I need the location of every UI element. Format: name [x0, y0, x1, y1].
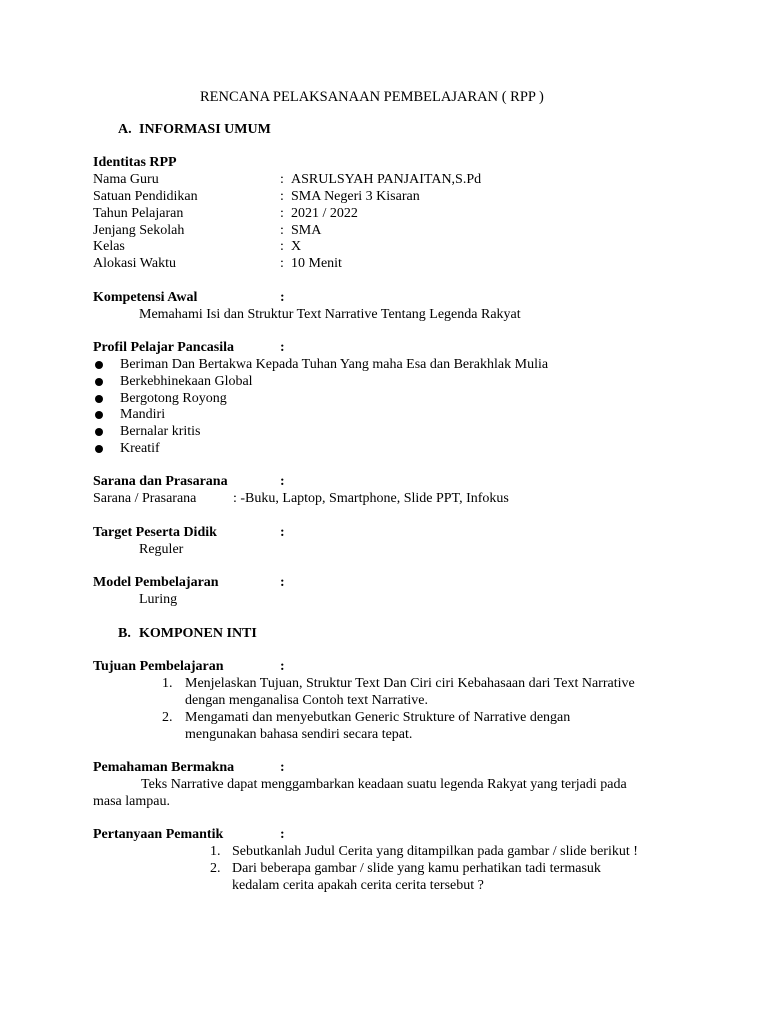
list-item-text: Bergotong Royong	[120, 391, 227, 406]
bullet-icon	[95, 378, 103, 386]
list-item-number: 1.	[210, 844, 221, 859]
list-item-text: Kreatif	[120, 441, 160, 456]
identitas-colon: :	[280, 223, 284, 238]
tujuan-heading: Tujuan Pembelajaran	[93, 659, 224, 674]
list-item-text: Dari beberapa gambar / slide yang kamu perhatikan tadi termasuk	[232, 861, 601, 876]
identitas-label: Tahun Pelajaran	[93, 206, 184, 221]
list-item-text: Berkebhinekaan Global	[120, 374, 253, 389]
sarana-heading: Sarana dan Prasarana	[93, 474, 228, 489]
kompetensi-heading: Kompetensi Awal	[93, 290, 198, 305]
identitas-value: 2021 / 2022	[291, 206, 358, 221]
profil-heading: Profil Pelajar Pancasila	[93, 340, 235, 355]
tujuan-colon: :	[280, 659, 285, 674]
identitas-label: Satuan Pendidikan	[93, 189, 198, 204]
list-item-number: 2.	[162, 710, 173, 725]
list-item-text: Bernalar kritis	[120, 424, 201, 439]
identitas-label: Alokasi Waktu	[93, 256, 176, 271]
target-text: Reguler	[139, 542, 184, 557]
list-item-text: Mandiri	[120, 407, 166, 422]
section-a-letter: A.	[118, 122, 132, 137]
list-item-text: Beriman Dan Bertakwa Kepada Tuhan Yang maha Esa dan Berakhlak Mulia	[120, 357, 549, 372]
sarana-label: Sarana / Prasarana	[93, 491, 197, 506]
target-heading: Target Peserta Didik	[93, 525, 217, 540]
identitas-colon: :	[280, 239, 284, 254]
list-item-text: Menjelaskan Tujuan, Struktur Text Dan Ciri ciri Kebahasaan dari Text Narrative	[185, 676, 635, 691]
profil-colon: :	[280, 340, 285, 355]
bullet-icon	[95, 395, 103, 403]
identitas-value: 10 Menit	[291, 256, 342, 271]
list-item-number: 1.	[162, 676, 173, 691]
bullet-icon	[95, 428, 103, 436]
identitas-colon: :	[280, 172, 284, 187]
bullet-icon	[95, 445, 103, 453]
kompetensi-colon: :	[280, 290, 285, 305]
identitas-colon: :	[280, 206, 284, 221]
sarana-colon: :	[280, 474, 285, 489]
identitas-label: Jenjang Sekolah	[93, 223, 185, 238]
section-b-letter: B.	[118, 626, 131, 641]
kompetensi-text: Memahami Isi dan Struktur Text Narrative Tentang Legenda Rakyat	[139, 307, 521, 322]
identitas-heading: Identitas RPP	[93, 155, 177, 170]
identitas-value: ASRULSYAH PANJAITAN,S.Pd	[291, 172, 482, 187]
pemahaman-text: Teks Narrative dapat menggambarkan keadaan suatu legenda Rakyat yang terjadi pada	[141, 777, 627, 792]
list-item-number: 2.	[210, 861, 221, 876]
list-item-text-cont: kedalam cerita apakah cerita cerita tersebut ?	[232, 878, 484, 893]
bullet-icon	[95, 361, 103, 369]
bullet-icon	[95, 411, 103, 419]
model-text: Luring	[139, 592, 178, 607]
section-a-title: INFORMASI UMUM	[139, 122, 271, 137]
identitas-value: X	[291, 239, 302, 254]
pemahaman-text-cont: masa lampau.	[93, 794, 170, 809]
identitas-colon: :	[280, 189, 284, 204]
pemahaman-colon: :	[280, 760, 285, 775]
sarana-value: : -Buku, Laptop, Smartphone, Slide PPT, Infokus	[233, 491, 509, 506]
list-item-text-cont: dengan menganalisa Contoh text Narrative.	[185, 693, 428, 708]
pemahaman-heading: Pemahaman Bermakna	[93, 760, 235, 775]
pertanyaan-heading: Pertanyaan Pemantik	[93, 827, 224, 842]
identitas-value: SMA Negeri 3 Kisaran	[291, 189, 420, 204]
identitas-colon: :	[280, 256, 284, 271]
model-colon: :	[280, 575, 285, 590]
pertanyaan-colon: :	[280, 827, 285, 842]
identitas-label: Kelas	[93, 239, 125, 254]
model-heading: Model Pembelajaran	[93, 575, 219, 590]
list-item-text-cont: mengunakan bahasa sendiri secara tepat.	[185, 727, 413, 742]
identitas-value: SMA	[291, 223, 322, 238]
list-item-text: Mengamati dan menyebutkan Generic Strukture of Narrative dengan	[185, 710, 571, 725]
identitas-label: Nama Guru	[93, 172, 159, 187]
document-title: RENCANA PELAKSANAAN PEMBELAJARAN ( RPP )	[200, 89, 544, 105]
section-b-title: KOMPONEN INTI	[139, 626, 257, 641]
list-item-text: Sebutkanlah Judul Cerita yang ditampilkan pada gambar / slide berikut !	[232, 844, 638, 859]
target-colon: :	[280, 525, 285, 540]
